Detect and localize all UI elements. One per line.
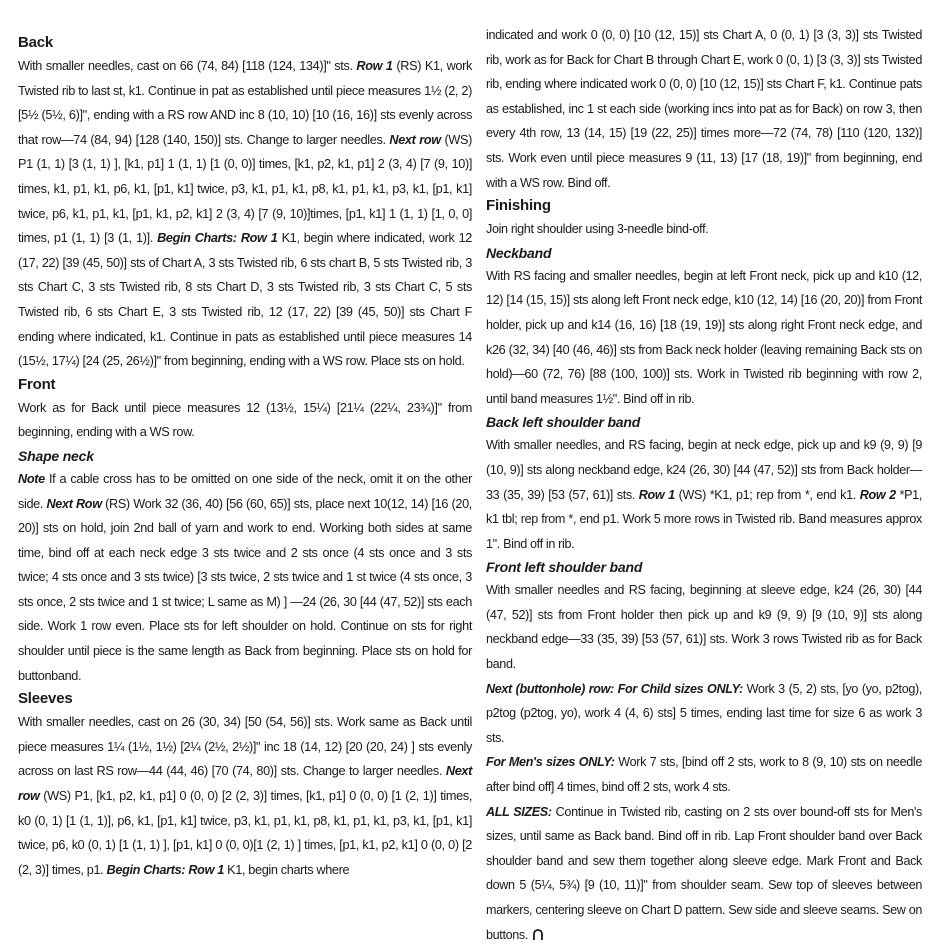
front-shoulder-band-heading: Front left shoulder band bbox=[486, 559, 643, 576]
back-shoulder-band-heading: Back left shoulder band bbox=[486, 414, 641, 431]
sleeves-heading: Sleeves bbox=[18, 690, 73, 708]
all-sizes-text: Continue in Twisted rib, casting on 2 sts over bound-off sts for Men's sizes, until same as Back band. Bind off in rib. Lap Front shoulder band over Back shoulder band and sew them together along sleeve edge. Mark Front and Back down 5 (5¼, 5¾) [9 (10, 11)]" from shoulder seam. Sew top of sleeves between markers, centering sleeve on Chart D pattern. Sew side and sleeve seams. Sew on buttons. bbox=[486, 804, 922, 942]
mens-sizes-label: For Men's sizes ONLY: bbox=[486, 755, 615, 770]
back-begin-charts-label: Begin Charts: Row 1 bbox=[157, 231, 278, 246]
all-sizes-label: ALL SIZES: bbox=[486, 804, 552, 819]
buttonhole-instructions bbox=[486, 677, 922, 751]
back-text-3: (WS) P1 (1, 1) [3 (1, 1) ], [k1, p1] 1 (1, 1) [1 (0, 0)] times, [k1, p2, k1, p1] 2 (3, 4) [7 (9, 10)] times, k1, p1, k1, p6, k1, [p1, k1] twice, p3, k1, p1, k1, p8, k1, p1, k1, p3, k1, [p1, k1] twice, p6, k1, p1, k1, [p1, k1, p2, k1] 2 (3, 4) [7 (9, 10)]times, [p1, k1] 1 (1, 1) [1, 0, 0] times, p1 (1, 1) [3 (1, 1)]. bbox=[18, 132, 472, 246]
left-column bbox=[18, 2, 473, 877]
front-next-row-text: (RS) Work 32 (36, 40) [56 (60, 65)] sts, place next 10(12, 14) [16 (20, 20)] sts on hold, join 2nd ball of yarn and work to end. Working both sides at same time, bind off at each neck edge 3 sts twice and 2 sts once (4 sts once and 3 sts twice; 4 sts once and 3 sts twice) [3 sts twice, 2 sts twice and 1 st twice (4 sts once, 3 sts once, 2 sts twice and 1 st twice; L same as M) ] —24 (26, 30 [44 (47, 52)] sts each side. Work 1 row even. Place sts for left shoulder on hold. Continue on sts for right shoulder until piece is the same length as Back from beginning. Place sts on hold for buttonband. bbox=[18, 496, 472, 683]
sleeves-continued: indicated and work 0 (0, 0) [10 (12, 15)] sts Chart A, 0 (0, 1) [3 (3, 3)] sts Twisted rib, work as for Back for Chart B through Chart E, work 0 (0, 1) [3 (3, 3)] sts Twisted rib, ending where indicated work 0 (0, 0) [10 (12, 15)] sts Chart F, k1. Continue pats as established, inc 1 st each side (working incs into pat as for Back) on row 3, then every 4th row, 13 (14, 15) [19 (22, 25)] times more—72 (74, 78) [110 (120, 132)] sts. Work even until piece measures 9 (11, 13) [17 (18, 19)]" from beginning, end with a WS row. Bind off. bbox=[486, 28, 922, 190]
back-band-row-1-label: Row 1 bbox=[638, 487, 675, 502]
finishing-heading: Finishing bbox=[486, 197, 551, 215]
sleeves-begin-charts-label: Begin Charts: Row 1 bbox=[106, 862, 224, 877]
shape-neck-instructions bbox=[18, 467, 472, 688]
neckband-instructions: With RS facing and smaller needles, begin at left Front neck, pick up and k10 (12, 12) [14 (15, 15)] sts along left Front neck edge, k10 (12, 14) [16 (20, 20)] from Front holder, pick up and k14 (16, 16) [18 (19, 19)] sts along right Front neck edge, and k26 (32, 34) [40 (46, 46)] sts from Back neck holder (leaving remaining Back sts on hold)—60 (72, 76) [88 (100, 100)] sts. Work in Twisted rib beginning with row 2, until band measures 1½". Bind off in rib. bbox=[486, 268, 922, 406]
front-instructions: Work as for Back until piece measures 12 (13½, 15¼) [21¼ (22¼, 23¾)]" from beginning, ending with a WS row. bbox=[18, 400, 472, 440]
sleeves-text-2: (WS) P1, [k1, p2, k1, p1] 0 (0, 0) [2 (2, 3)] times, [k1, p1] 0 (0, 0) [1 (2, 1)] times, k0 (0, 1) [1 (1, 1)], p6, k1, [p1, k1] twice, p3, k1, p1, k1, p8, k1, p1, k1, p3, k1, [p1, k1] twice, p6, k0 (0, 1) [1 (1, 1) ], [p1, k1] 0 (0, 0)[1 (2, 1) ] times, [p1, k1, p2, k1] 0 (0, 0) [2 (2, 3)] times, p1. bbox=[18, 789, 472, 877]
front-heading: Front bbox=[18, 375, 56, 393]
sleeves-text-1: With smaller needles, cast on 26 (30, 34) [50 (54, 56)] sts. Work same as Back until piece measures 1¼ (1½, 1½) [2¼ (2½, 2½)]" inc 18 (14, 12) [20 (20, 24) ] sts evenly across on last RS row—44 (44, 46) [70 (74, 80)] sts. Change to larger needles. bbox=[18, 715, 472, 779]
shape-neck-heading: Shape neck bbox=[18, 447, 94, 464]
right-column bbox=[486, 2, 922, 942]
back-band-text-1: With smaller needles, and RS facing, begin at neck edge, pick up and k9 (9, 9) [9 (10, 9)] sts along neckband edge, k24 (26, 30) [44 (47, 52)] sts from Back holder—33 (35, 39) [53 (57, 61)] sts. bbox=[486, 438, 922, 502]
back-text-2: (RS) K1, work Twisted rib to last st, k1. Continue in pat as established until piece measures 1½ (2, 2) [5½ (5½, 6)]", ending with a RS row AND inc 8 (10, 10) [10 (16, 16)] sts evenly across that row—74 (84, 94) [128 (140, 150)] sts. Change to larger needles. bbox=[18, 59, 472, 147]
back-instructions bbox=[18, 54, 472, 374]
back-band-text-2: (WS) *K1, p1; rep from *, end k1. bbox=[674, 487, 860, 502]
neckband-heading: Neckband bbox=[486, 244, 552, 261]
back-row-1-label: Row 1 bbox=[356, 59, 393, 73]
back-heading: Back bbox=[18, 34, 54, 51]
note-text: If a cable cross has to be omitted on one side of the neck, omit it on the other side. bbox=[18, 471, 472, 511]
back-band-row-2-label: Row 2 bbox=[859, 487, 896, 502]
back-shoulder-band-instructions bbox=[486, 433, 922, 556]
all-sizes-instructions bbox=[486, 800, 922, 947]
back-text-4: K1, begin where indicated, work 12 (17, 22) [39 (45, 50)] sts of Chart A, 3 sts Twisted rib, 6 sts chart B, 5 sts Twisted rib, 3 sts Chart C, 3 sts Twisted rib, 8 sts Chart D, 3 sts Twisted rib, 3 sts Chart C, 5 sts Twisted rib, 6 sts Chart E, 3 sts Twisted rib, 12 (17, 22) [39 (45, 50)] sts Chart F ending where indicated, k1. Continue in pats as established until piece measures 14 (15½, 17¼) [24 (25, 26½)]" from beginning, ending with a WS row. Place sts on hold. bbox=[18, 231, 473, 369]
mens-sizes-text: Work 7 sts, [bind off 2 sts, work to 8 (9, 10) sts on needle after bind off] 4 times, bind off 2 sts, work 4 sts. bbox=[486, 755, 922, 795]
end-of-article-icon bbox=[532, 928, 544, 941]
buttonhole-text: Work 3 (5, 2) sts, [yo (yo, p2tog), p2tog (p2tog, yo), work 4 (4, 6) sts] 5 times, ending last time for size 6 as work 3 sts. bbox=[486, 681, 922, 745]
back-band-text-3: *P1, k1 tbl; rep from *, end p1. Work 5 more rows in Twisted rib. Band measures approx 1". Bind off in rib. bbox=[486, 487, 922, 551]
sleeves-next-row-label: Next row bbox=[18, 764, 472, 804]
mens-sizes-instructions bbox=[486, 750, 922, 799]
sleeves-text-3: K1, begin charts where bbox=[223, 862, 350, 877]
back-text-1: With smaller needles, cast on 66 (74, 84) [118 (124, 134)]" sts. bbox=[18, 59, 357, 73]
front-next-row-label: Next Row bbox=[46, 496, 102, 511]
finishing-instructions: Join right shoulder using 3-needle bind-off. bbox=[486, 222, 709, 237]
buttonhole-label: Next (buttonhole) row: For Child sizes ONLY: bbox=[486, 681, 743, 696]
sleeves-instructions bbox=[18, 710, 472, 882]
back-next-row-label: Next row bbox=[389, 132, 441, 147]
front-shoulder-band-instructions: With smaller needles and RS facing, beginning at sleeve edge, k24 (26, 30) [44 (47, 52)] sts from Front holder then pick up and k9 (9, 9) [9 (10, 9)] sts along neckband edge—33 (35, 39) [53 (57, 61)] sts. Work 3 rows Twisted rib as for Back band. bbox=[486, 583, 922, 672]
note-label: Note bbox=[18, 471, 45, 486]
